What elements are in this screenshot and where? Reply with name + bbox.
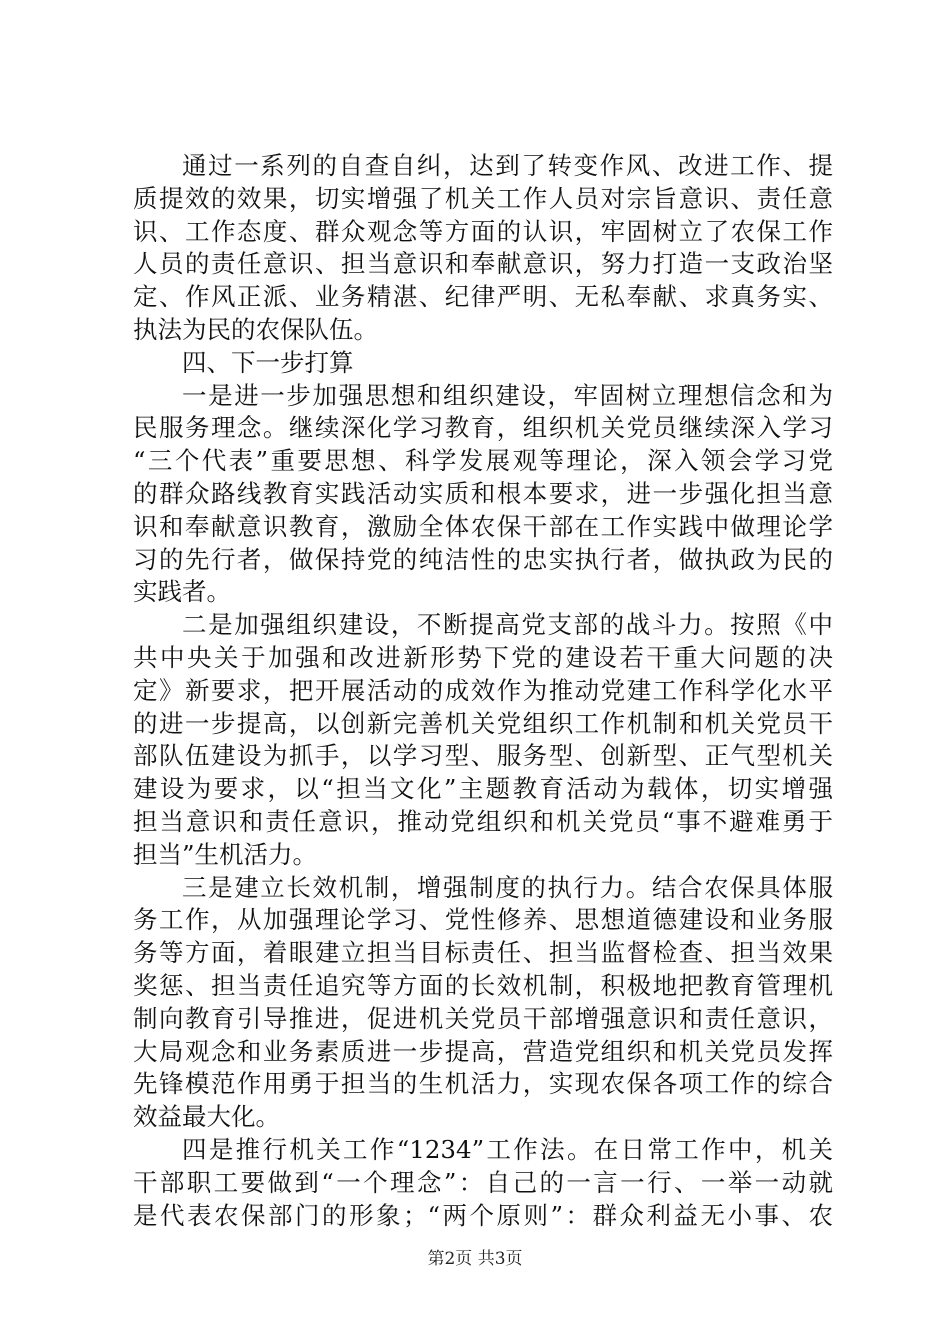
text-line: “三个代表”重要思想、科学发展观等理论，深入领会学习党 [133,446,833,476]
text-line: 大局观念和业务素质进一步提高，营造党组织和机关党员发挥 [133,1036,833,1066]
text-line: 效益最大化。 [133,1102,280,1132]
text-line: 担当意识和责任意识，推动党组织和机关党员“事不避难勇于 [133,806,833,836]
text-line: 实践者。 [133,577,231,607]
text-line: 的进一步提高，以创新完善机关党组织工作机制和机关党员干 [133,708,833,738]
text-line: 民服务理念。继续深化学习教育，组织机关党员继续深入学习 [133,413,833,443]
text-line: 定、作风正派、业务精湛、纪律严明、无私奉献、求真务实、 [133,282,833,312]
text-line: 制向教育引导推进，促进机关党员干部增强意识和责任意识， [133,1003,833,1033]
text-line: 先锋模范作用勇于担当的生机活力，实现农保各项工作的综合 [133,1069,833,1099]
text-line: 通过一系列的自查自纠，达到了转变作风、改进工作、提 [182,151,833,180]
text-line: 干部职工要做到“一个理念”：自己的一言一行、一举一动就 [133,1167,833,1197]
text-line: 建设为要求，以“担当文化”主题教育活动为载体，切实增强 [133,774,833,804]
body-text [133,150,833,1232]
text-line: 担当”生机活力。 [133,839,318,869]
text-line: 人员的责任意识、担当意识和奉献意识，努力打造一支政治坚 [133,249,833,279]
text-line: 部队伍建设为抓手，以学习型、服务型、创新型、正气型机关 [133,741,833,771]
text-line: 奖惩、担当责任追究等方面的长效机制，积极地把教育管理机 [133,970,833,1000]
text-line: 共中央关于加强和改进新形势下党的建设若干重大问题的决 [133,642,833,672]
text-line: 识、工作态度、群众观念等方面的认识，牢固树立了农保工作 [133,216,833,246]
text-line: 三是建立长效机制，增强制度的执行力。结合农保具体服 [182,872,833,902]
text-line: 一是进一步加强思想和组织建设，牢固树立理想信念和为 [182,380,833,410]
text-line: 习的先行者，做保持党的纯洁性的忠实执行者，做执政为民的 [133,544,833,574]
text-line: 四是推行机关工作“1234”工作法。在日常工作中，机关 [182,1134,833,1164]
text-line: 的群众路线教育实践活动实质和根本要求，进一步强化担当意 [133,478,833,508]
text-line: 识和奉献意识教育，激励全体农保干部在工作实践中做理论学 [133,511,833,541]
text-line: 质提效的效果，切实增强了机关工作人员对宗旨意识、责任意 [133,183,833,213]
text-line: 务等方面，着眼建立担当目标责任、担当监督检查、担当效果 [133,938,833,968]
page-number-footer: 第2页 共3页 [427,1249,523,1269]
text-line: 务工作，从加强理论学习、党性修养、思想道德建设和业务服 [133,905,833,935]
text-line: 是代表农保部门的形象；“两个原则”：群众利益无小事、农 [133,1200,833,1230]
text-line: 二是加强组织建设，不断提高党支部的战斗力。按照《中 [182,610,833,640]
section-heading: 四、下一步打算 [182,347,354,377]
text-line: 定》新要求，把开展活动的成效作为推动党建工作科学化水平 [133,675,833,705]
text-line: 执法为民的农保队伍。 [133,314,378,344]
